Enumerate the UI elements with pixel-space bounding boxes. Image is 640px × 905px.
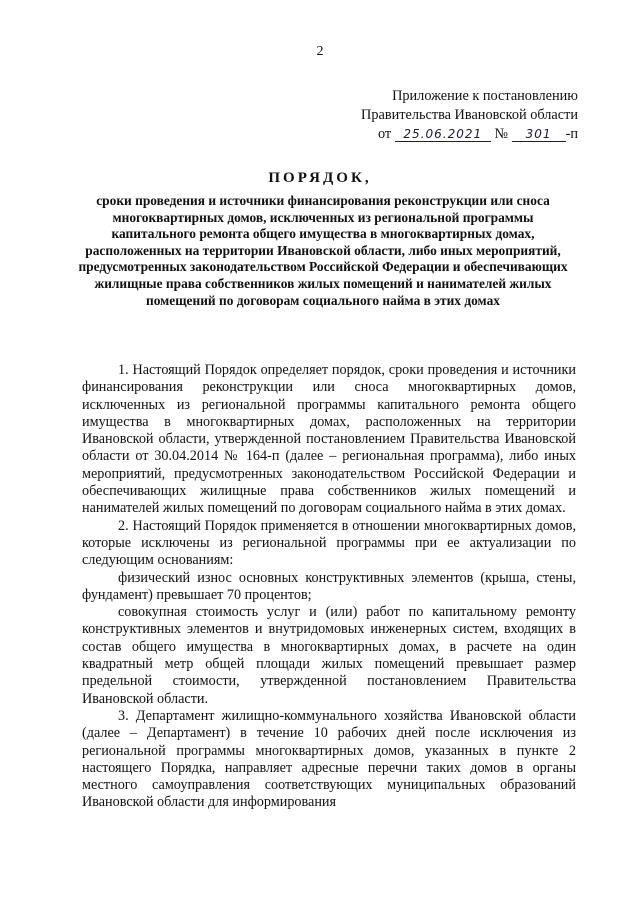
appendix-line-2: Правительства Ивановской области bbox=[361, 107, 578, 123]
paragraph-2-item-1: физический износ основных конструктивных элементов (крыша, стены, фундамент) превышает 70 процентов; bbox=[82, 569, 576, 603]
page-number: 2 bbox=[316, 44, 324, 59]
paragraph-3: 3. Департамент жилищно-коммунального хозяйства Ивановской области (далее – Департамент) в течение 10 рабочих дней после исключения из региональной программы многоквартирных домов, указанных в пункте 2 настоящего Порядка, направляет адресные перечни таких домов в органы местного самоуправления соответствующих муниципальных образований Ивановской области для информирования bbox=[82, 707, 576, 811]
from-label: от bbox=[377, 126, 392, 142]
document-body bbox=[82, 362, 576, 812]
appendix-line-1: Приложение к постановлению bbox=[392, 88, 578, 104]
paragraph-2-item-2: совокупная стоимость услуг и (или) работ по капитальному ремонту конструктивных элементов и внутридомовых инженерных систем, входящих в состав общего имущества в многоквартирных домах, в расчете на один квадратный метр общей площади жилых помещений превышает размер предельной стоимости, утвержденной постановлением Правительства Ивановской области. bbox=[82, 604, 576, 707]
number-suffix: -п bbox=[565, 126, 578, 142]
paragraph-1: 1. Настоящий Порядок определяет порядок, сроки проведения и источники финансирования реконструкции или сноса многоквартирных домов, исключенных из региональной программы капитального ремонта общего имущества в многоквартирных домах, расположенных на территории Ивановской области, утвержденной постановлением Правительства Ивановской области от 30.04.2014 № 164-п (далее – региональная программа), либо иных мероприятий, предусмотренных законодательством Российской Федерации и обеспечивающих жилищные права собственников жилых помещений и нанимателей жилых помещений по договорам социального найма в этих домах. bbox=[82, 362, 576, 517]
document-title: ПОРЯДОК, bbox=[268, 170, 372, 186]
appendix-date-line bbox=[300, 125, 578, 144]
paragraph-2: 2. Настоящий Порядок применяется в отношении многоквартирных домов, которые исключены из региональной программы при ее актуализации по следующим основаниям: bbox=[82, 517, 576, 569]
handwritten-date: 25.06.2021 bbox=[395, 127, 491, 142]
appendix-block bbox=[300, 87, 578, 144]
handwritten-number: 301 bbox=[512, 127, 566, 142]
document-subtitle: сроки проведения и источники финансирования реконструкции или сноса многоквартирных домов, исключенных из региональной программы капитального ремонта общего имущества в многоквартирных домах, расположенных на территории Ивановской области, либо иных мероприятий, предусмотренных законодательством Российской Федерации и обеспечивающих жилищные права собственников жилых помещений и нанимателей жилых помещений по договорам социального найма в этих домах bbox=[78, 193, 568, 308]
number-label: № bbox=[494, 126, 508, 142]
